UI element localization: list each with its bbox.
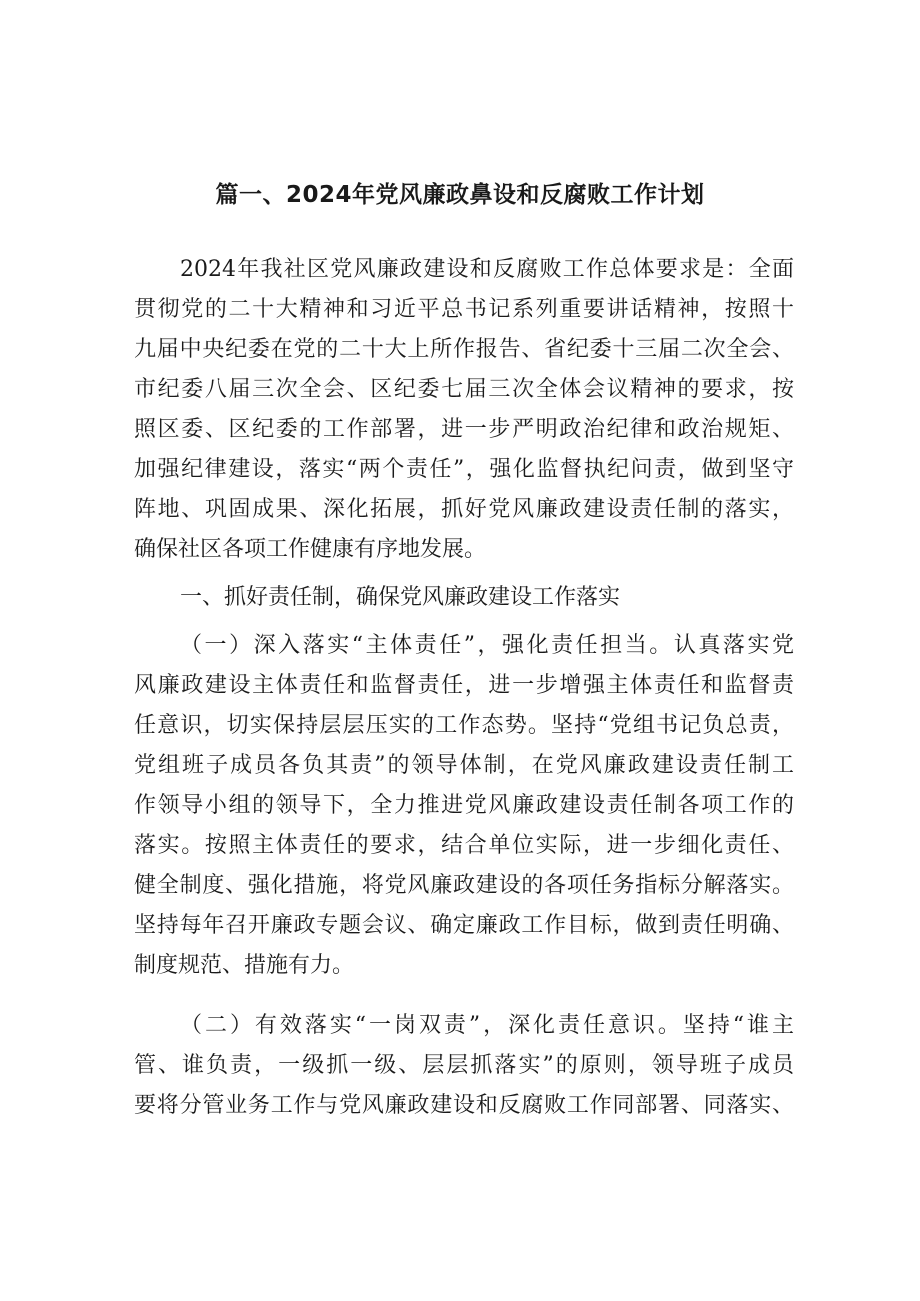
paragraph-line: 任意识，切实保持层层压实的工作态势。坚持“党组书记负总责， xyxy=(134,713,794,738)
paragraph-line: 坚持每年召开廉政专题会议、确定廉政工作目标，做到责任明确、 xyxy=(134,913,794,938)
paragraph-line: 作领导小组的领导下，全力推进党风廉政建设责任制各项工作的 xyxy=(134,793,794,818)
paragraph-line: 市纪委八届三次全会、区纪委七届三次全体会议精神的要求，按 xyxy=(134,377,794,402)
paragraph-line: 九届中央纪委在党的二十大上所作报告、省纪委十三届二次全会、 xyxy=(134,337,794,362)
paragraph-line: （一）深入落实“主体责任”，强化责任担当。认真落实党 xyxy=(180,633,794,658)
paragraph-line: 确保社区各项工作健康有序地发展。 xyxy=(134,537,487,562)
paragraph-line: 风廉政建设主体责任和监督责任，进一步增强主体责任和监督责 xyxy=(134,673,794,698)
paragraph-line: 管、谁负责，一级抓一级、层层抓落实”的原则，领导班子成员 xyxy=(134,1053,794,1078)
paragraph-line: 阵地、巩固成果、深化拓展，抓好党风廉政建设责任制的落实， xyxy=(134,497,794,522)
paragraph-line: 照区委、区纪委的工作部署，进一步严明政治纪律和政治规矩、 xyxy=(134,417,794,442)
paragraph-line: 加强纪律建设，落实“两个责任”，强化监督执纪问责，做到坚守 xyxy=(134,457,794,482)
paragraph-line: 2024年我社区党风廉政建设和反腐败工作总体要求是：全面 xyxy=(180,257,794,282)
section-heading: 一、抓好责任制，确保党风廉政建设工作落实 xyxy=(180,585,621,610)
paragraph-line: 制度规范、措施有力。 xyxy=(134,953,355,978)
paragraph-line: 贯彻党的二十大精神和习近平总书记系列重要讲话精神，按照十 xyxy=(134,297,794,322)
paragraph-line: 党组班子成员各负其责”的领导体制，在党风廉政建设责任制工 xyxy=(134,753,794,778)
paragraph-line: （二）有效落实“一岗双责”，深化责任意识。坚持“谁主 xyxy=(180,1013,794,1038)
paragraph-line: 健全制度、强化措施，将党风廉政建设的各项任务指标分解落实。 xyxy=(134,873,794,898)
paragraph-line: 落实。按照主体责任的要求，结合单位实际，进一步细化责任、 xyxy=(134,833,794,858)
document-title: 篇一、2024年党风廉政鼻设和反腐败工作计划 xyxy=(215,182,705,208)
paragraph-line: 要将分管业务工作与党风廉政建设和反腐败工作同部署、同落实、 xyxy=(134,1093,794,1118)
